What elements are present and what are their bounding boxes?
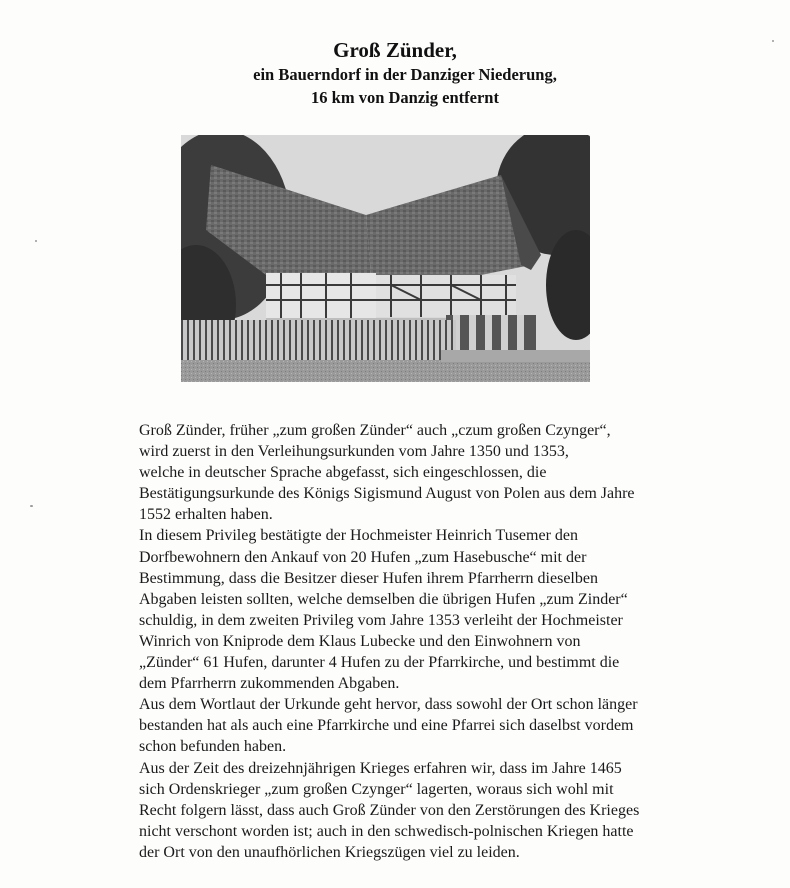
text-line: In diesem Privileg bestätigte der Hochmeister Heinrich Tusemer den [139, 527, 579, 545]
text-line: wird zuerst in den Verleihungsurkunden vom Jahre 1350 und 1353, [139, 443, 569, 461]
document-header [0, 38, 790, 108]
text-line: Bestätigungsurkunde des Königs Sigismund August von Polen aus dem Jahre [139, 485, 635, 503]
text-line: Groß Zünder, früher „zum großen Zünder“ auch „czum großen Czynger“, [139, 422, 611, 439]
text-line: Abgaben leisten sollten, welche demselben die übrigen Hufen „zum Zinder“ [139, 590, 628, 608]
text-line: Winrich von Kniprode dem Klaus Lubecke und den Einwohnern von [139, 632, 581, 650]
text-line: bestanden hat als auch eine Pfarrkirche und eine Pfarrei sich daselbst vordem [139, 717, 634, 735]
text-line: schuldig, in dem zweiten Privileg vom Jahre 1353 verleiht der Hochmeister [139, 611, 623, 629]
scan-speck [772, 40, 774, 42]
text-line: Aus dem Wortlaut der Urkunde geht hervor, dass sowohl der Ort schon länger [139, 696, 638, 714]
text-line: Aus der Zeit des dreizehnjährigen Krieges erfahren wir, dass im Jahre 1465 [139, 759, 622, 777]
text-line: 1552 erhalten haben. [139, 506, 273, 524]
farmhouse-photo-icon [181, 135, 590, 382]
text-line: Dorfbewohnern den Ankauf von 20 Hufen „zum Hasebusche“ mit der [139, 548, 587, 566]
text-line: welche in deutscher Sprache abgefasst, sich eingeschlossen, die [139, 464, 547, 482]
text-line: der Ort von den unaufhörlichen Kriegszügen viel zu leiden. [139, 843, 520, 861]
scan-speck [30, 505, 33, 507]
text-line: Recht folgern lässt, dass auch Groß Zünder von den Zerstörungen des Krieges [139, 801, 640, 819]
text-line: dem Pfarrherrn zukommenden Abgaben. [139, 675, 400, 693]
body-text [139, 420, 719, 863]
text-line: Bestimmung, dass die Besitzer dieser Hufen ihrem Pfarrherrn dieselben [139, 569, 598, 587]
text-line: schon befunden haben. [139, 738, 287, 756]
text-line: nicht verschont worden ist; auch in den schwedisch-polnischen Kriegen hatte [139, 822, 634, 840]
farmhouse-photo [181, 135, 590, 382]
scan-speck [35, 240, 37, 242]
page-subtitle-line-2: 16 km von Danzig entfernt [311, 88, 499, 107]
page-title: Groß Zünder, [333, 38, 457, 62]
text-line: „Zünder“ 61 Hufen, darunter 4 Hufen zu der Pfarrkirche, und bestimmt die [139, 654, 620, 672]
text-line: sich Ordenskrieger „zum großen Czynger“ lagerten, woraus sich wohl mit [139, 780, 614, 798]
page-subtitle-line-1: ein Bauerndorf in der Danziger Niederung, [253, 65, 557, 84]
